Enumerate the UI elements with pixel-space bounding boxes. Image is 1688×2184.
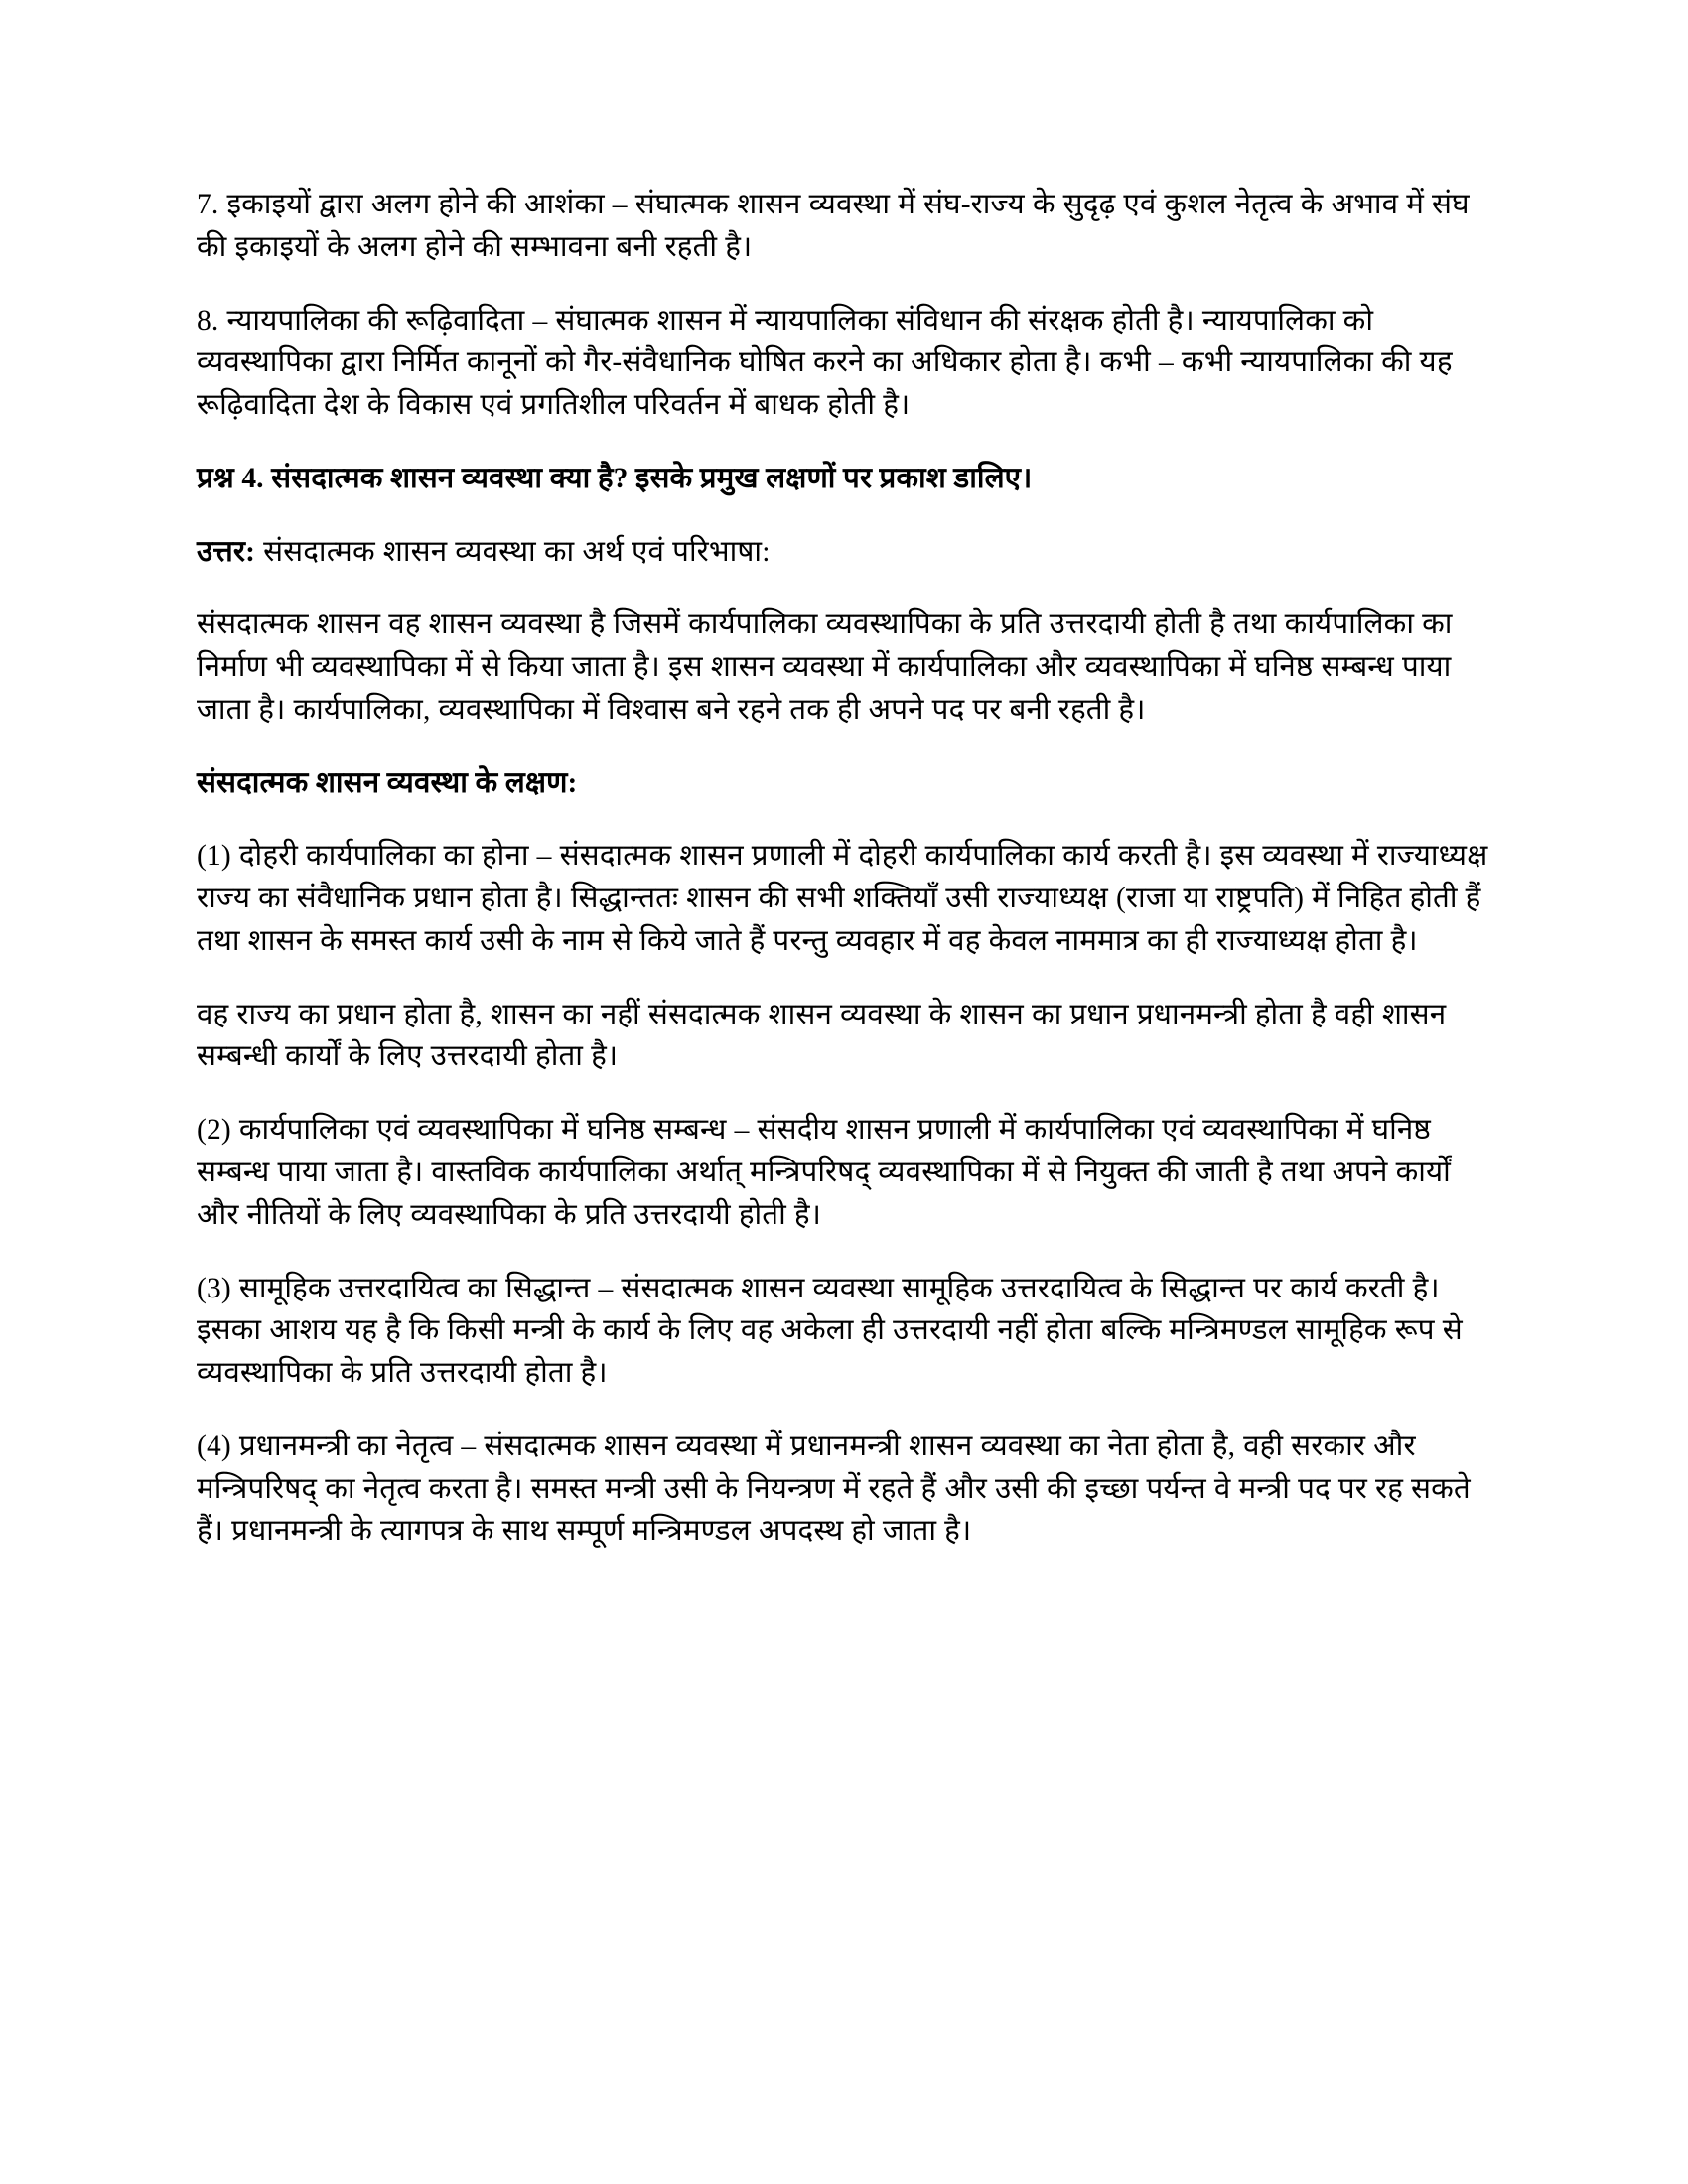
paragraph-point-7: 7. इकाइयों द्वारा अलग होने की आशंका – संघात्मक शासन व्यवस्था में संघ-राज्य के सुदृढ़ एवं कुशल नेतृत्व के अभाव में संघ की इकाइयों के अलग होने की सम्भावना बनी रहती है। bbox=[197, 189, 1470, 263]
paragraph-definition: संसदात्मक शासन वह शासन व्यवस्था है जिसमें कार्यपालिका व्यवस्थापिका के प्रति उत्तरदायी होती है तथा कार्यपालिका का निर्माण भी व्यवस्थापिका में से किया जाता है। इस शासन व्यवस्था में कार्यपालिका और व्यवस्थापिका में घनिष्ठ सम्बन्ध पाया जाता है। कार्यपालिका, व्यवस्थापिका में विश्वास बने रहने तक ही अपने पद पर बनी रहती है। bbox=[197, 609, 1453, 726]
answer-intro-line bbox=[197, 531, 1493, 574]
paragraph-feature-1: (1) दोहरी कार्यपालिका का होना – संसदात्मक शासन प्रणाली में दोहरी कार्यपालिका कार्य करती है। इस व्यवस्था में राज्याध्यक्ष राज्य का संवैधानिक प्रधान होता है। सिद्धान्ततः शासन की सभी शक्तियाँ उसी राज्याध्यक्ष (राजा या राष्ट्रपति) में निहित होती हैं तथा शासन के समस्त कार्य उसी के नाम से किये जाते हैं परन्तु व्यवहार में वह केवल नाममात्र का ही राज्याध्यक्ष होता है। bbox=[197, 840, 1488, 957]
paragraph-feature-3: (3) सामूहिक उत्तरदायित्व का सिद्धान्त – संसदात्मक शासन व्यवस्था सामूहिक उत्तरदायित्व के सिद्धान्त पर कार्य करती है। इसका आशय यह है कि किसी मन्त्री के कार्य के लिए वह अकेला ही उत्तरदायी नहीं होता बल्कि मन्त्रिमण्डल सामूहिक रूप से व्यवस्थापिका के प्रति उत्तरदायी होता है। bbox=[197, 1272, 1463, 1390]
question-heading: प्रश्न 4. संसदात्मक शासन व्यवस्था क्या है? इसके प्रमुख लक्षणों पर प्रकाश डालिए। bbox=[197, 462, 1033, 494]
paragraph-point-8: 8. न्यायपालिका की रूढ़िवादिता – संघात्मक शासन में न्यायपालिका संविधान की संरक्षक होती है। न्यायपालिका को व्यवस्थापिका द्वारा निर्मित कानूनों को गैर-संवैधानिक घोषित करने का अधिकार होता है। कभी – कभी न्यायपालिका की यह रूढ़िवादिता देश के विकास एवं प्रगतिशील परिवर्तन में बाधक होती है। bbox=[197, 304, 1453, 422]
document-body bbox=[197, 184, 1493, 1553]
features-heading: संसदात्मक शासन व्यवस्था के लक्षण: bbox=[197, 766, 578, 799]
answer-intro-text: संसदात्मक शासन व्यवस्था का अर्थ एवं परिभाषा: bbox=[255, 535, 771, 568]
paragraph-feature-2: (2) कार्यपालिका एवं व्यवस्थापिका में घनिष्ठ सम्बन्ध – संसदीय शासन प्रणाली में कार्यपालिका एवं व्यवस्थापिका में घनिष्ठ सम्बन्ध पाया जाता है। वास्तविक कार्यपालिका अर्थात् मन्त्रिपरिषद् व्यवस्थापिका में से नियुक्त की जाती है तथा अपने कार्यों और नीतियों के लिए व्यवस्थापिका के प्रति उत्तरदायी होती है। bbox=[197, 1114, 1451, 1231]
paragraph-feature-1-continued: वह राज्य का प्रधान होता है, शासन का नहीं संसदात्मक शासन व्यवस्था के शासन का प्रधान प्रधानमन्त्री होता है वही शासन सम्बन्धी कार्यों के लिए उत्तरदायी होता है। bbox=[197, 998, 1447, 1073]
answer-label: उत्तर: bbox=[197, 535, 256, 568]
paragraph-feature-4: (4) प्रधानमन्त्री का नेतृत्व – संसदात्मक शासन व्यवस्था में प्रधानमन्त्री शासन व्यवस्था का नेता होता है, वही सरकार और मन्त्रिपरिषद् का नेतृत्व करता है। समस्त मन्त्री उसी के नियन्त्रण में रहते हैं और उसी की इच्छा पर्यन्त वे मन्त्री पद पर रह सकते हैं। प्रधानमन्त्री के त्यागपत्र के साथ सम्पूर्ण मन्त्रिमण्डल अपदस्थ हो जाता है। bbox=[197, 1430, 1471, 1548]
